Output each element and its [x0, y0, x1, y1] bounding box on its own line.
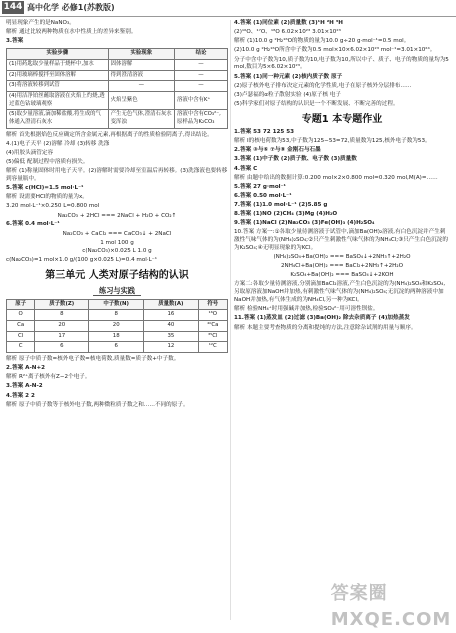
hw-line: 解析 检验NH₄⁺时用强碱并加热,检验SO₄²⁻用可溶性钡盐。 [234, 306, 379, 313]
table-cell: O [7, 310, 35, 321]
table-row [7, 310, 228, 321]
hw-line: 4.答案 C [234, 165, 258, 172]
table-cell: 20 [35, 321, 89, 332]
table-header-cell: 符号 [198, 299, 227, 310]
table-cell: 溶液中含有K⁺ [174, 91, 227, 109]
table-cell: — [174, 81, 227, 92]
table-cell: (4)用洁净铂丝蘸取溶液在火焰上灼烧,透过蓝色钴玻璃观察 [7, 91, 109, 109]
hw-line: 解析 I的核电荷数为53,中子数为125−53=72,质量数为125,核外电子数为53。 [234, 138, 431, 145]
r-q4-line: 4.答案 (1)同位素 (2)质量数 (3)¹H ²H ³H [234, 20, 343, 26]
hw-line: 10.答案 方案一:①各取少量待测溶液于试管中,滴加Ba(OH)₂溶液,有白色沉淀并产生刺激性气味气体的为(NH₄)₂SO₄;②只产生刺激性气味气体的为NH₄Cl;③只产生白色沉淀的为K₂SO₄;④无明显现象的为KCl。 [234, 229, 448, 252]
table-cell: 8 [89, 310, 144, 321]
table-row [7, 70, 228, 81]
practice-title-text: 练习与实践 [93, 286, 141, 296]
r-q4-line: 分子中含中子数为10,质子数为10,电子数为10,所以中子、质子、电子的物质的量均为5 mol,数目为5×6.02×10²³。 [234, 56, 449, 71]
q5-line: 5.答案 c(HCl)=1.5 mol·L⁻¹ [6, 185, 84, 192]
table-cell: 得到澄清溶液 [108, 70, 174, 81]
table-cell: (5)取少量溶液,滴加稀盐酸,将生成的气体通入澄清石灰水 [7, 110, 109, 128]
left-column [6, 20, 228, 411]
table-cell: (2)用玻璃棒搅拌至固体溶解 [7, 70, 109, 81]
table-cell: ¹⁶O [198, 310, 227, 321]
hw-line: 解析 本题主要考查物质的分离和提纯的方法,注意除杂试剂的用量与顺序。 [234, 324, 417, 331]
experiment-table [6, 48, 228, 128]
q4-line: 4.答案 2 2 [6, 392, 35, 399]
table-cell: (3)将溶液转移到试管 [7, 81, 109, 92]
table-cell: 17 [35, 331, 89, 342]
q4-line: 4.(1)电子天平 (2)溶解 冷却 (3)转移 洗涤 [6, 140, 110, 147]
table-cell: — [108, 81, 174, 92]
q6-equation: Na₂CO₃ + CaCl₂ === CaCO₃↓ + 2NaCl [62, 230, 172, 237]
table-cell: 18 [89, 331, 144, 342]
table-cell: C [7, 342, 35, 353]
table-header-cell: 原子 [7, 299, 35, 310]
hw-line: 5.答案 27 g·mol⁻¹ [234, 183, 287, 190]
page-number: 144 [3, 2, 23, 12]
book-title: 高中化学 必修1(苏教版) [27, 3, 115, 12]
q3-line: 3.答案 A-N-2 [6, 383, 43, 390]
table-cell: — [174, 70, 227, 81]
table-cell: 8 [35, 310, 89, 321]
table-row [7, 110, 228, 128]
table-cell: 产生无色气体,澄清石灰水变浑浊 [108, 110, 174, 128]
hw-line: 方案二:各取少量待测溶液,分别滴加BaCl₂溶液,产生白色沉淀的为(NH₄)₂SO₄和K₂SO₄,另取原溶液加NaOH并加热,有刺激性气味气体的为(NH₄)₂SO₄;无沉淀的两种溶液中加NaOH并加热,有气体生成的为NH₄Cl,另一种为KCl。 [234, 281, 446, 304]
table-cell: ⁴⁰Ca [198, 321, 227, 332]
r-q5-line: (2)原子核外电子排布决定元素的化学性质,电子在原子核外分层排布…… [234, 82, 412, 89]
practice-title [6, 286, 228, 296]
intro-line-2: 解析 通过比较两种物质在水中性质上的差异来鉴别。 [6, 29, 137, 36]
q4-line: (5)偏低 配制过程中溶质有损失。 [6, 158, 89, 165]
table-row [7, 81, 228, 92]
r-q4-line: (2)¹⁶O、¹⁷O、¹⁸O 6.02×10²³ 3.01×10²³ [234, 29, 341, 36]
hw-line: 8.答案 (1)NO (2)CH₄ (3)Mg (4)H₂O [234, 211, 338, 218]
table-header-cell: 实验步骤 [7, 49, 109, 60]
table-cell: 固体溶解 [108, 59, 174, 70]
table-cell: 12 [144, 342, 198, 353]
q6-line: 6.答案 0.4 mol·L⁻¹ [6, 221, 60, 228]
table-cell: — [174, 59, 227, 70]
q5-line: 解析 设需要HCl的物质的量为x。 [6, 194, 88, 201]
table-cell: (1)用药匙取少量样品于烧杯中,加水 [7, 59, 109, 70]
table-cell: ³⁵Cl [198, 331, 227, 342]
hw-line: 2.答案 ③与⑥ ⑦与⑧ 金刚石与石墨 [234, 147, 321, 154]
q4-explanation: 解析 原子中质子数等于核外电子数,两种微粒质子数之和……不同的原子。 [6, 401, 189, 408]
q2-line: 2.答案 A-N+2 [6, 365, 46, 372]
hw-line: 解析 由题中给出的数据计算:0.200 mol×2×0.800 mol=0.320 mol,M(A)=…… [234, 174, 438, 181]
table-row [7, 91, 228, 109]
q2-line: 解析 R²⁺离子核外有Z−2个电子。 [6, 374, 91, 381]
r-q5-line: (3)卢瑟福的α粒子散射实验 (4)原子核 电子 [234, 91, 341, 98]
table-header-cell: 质量数(A) [144, 299, 198, 310]
table-header-row [7, 49, 228, 60]
table-header-cell: 中子数(N) [89, 299, 144, 310]
hw-line: 7.答案 (1)1.0 mol·L⁻¹ (2)5.85 g [234, 202, 328, 209]
table-cell: 16 [144, 310, 198, 321]
hw-equation: 2NH₄Cl+Ba(OH)₂ === BaCl₂+2NH₃↑+2H₂O [280, 263, 404, 270]
table-row [7, 342, 228, 353]
table-cell: 40 [144, 321, 198, 332]
table-header-cell: 质子数(Z) [35, 299, 89, 310]
table-cell: 6 [89, 342, 144, 353]
hw-line: 11.答案 (1)蒸发皿 (2)过滤 (3)Ba(OH)₂ 除去杂质离子 (4)加热蒸发 [234, 315, 410, 322]
r-q5-line: 5.答案 (1)同一种元素 (2)核内质子数 原子 [234, 73, 343, 80]
q6-line: c(Na₂CO₃)=1 mol×1.0 g/(100 g×0.025 L)=0.4 mol·L⁻¹ [6, 257, 157, 264]
r-q4-line: (2)10.0 g ²H₂¹⁶O所含中子数为0.5 mol×10×6.02×10²³ mol⁻¹=3.01×10²⁴。 [234, 47, 436, 54]
table-cell: 火焰呈紫色 [108, 91, 174, 109]
column-divider [230, 20, 231, 620]
table-header-cell: 实验现象 [108, 49, 174, 60]
q4-line: (4)用胶头滴管定容 [6, 149, 54, 156]
q5-line: 3.20 mol·L⁻¹×0.250 L=0.800 mol [6, 203, 100, 210]
page-header [0, 0, 456, 17]
table-cell: 35 [144, 331, 198, 342]
q4-line: 解析 (1)称量固体时用电子天平。(2)溶解时需要冷却至室温后再转移。(3)洗涤液也要转移到容量瓶中。 [6, 168, 228, 182]
table-cell: 溶液中含有CO₃²⁻,原样品为K₂CO₃ [174, 110, 227, 128]
hw-line: 3.答案 (1)中子数 (2)质子数、电子数 (3)质量数 [234, 156, 357, 163]
q6-line: c(Na₂CO₃)×0.025 L 1.0 g [82, 248, 152, 255]
q1-explanation: 解析 原子中质子数=核外电子数=核电荷数,质量数=质子数+中子数。 [6, 356, 180, 363]
table-row [7, 331, 228, 342]
table-cell: Ca [7, 321, 35, 332]
q3-label: 3.答案 [6, 38, 24, 45]
table-header-row [7, 299, 228, 310]
table-row [7, 59, 228, 70]
intro-line-1: 明显现象产生的是NaNO₃。 [6, 20, 75, 26]
table-cell: ¹²C [198, 342, 227, 353]
chapter-homework-title: 专题1 本专题作业 [301, 113, 383, 125]
right-column [234, 20, 450, 334]
table-cell: Cl [7, 331, 35, 342]
q5-equation: Na₂CO₃ + 2HCl === 2NaCl + H₂O + CO₂↑ [57, 212, 177, 219]
hw-equation: (NH₄)₂SO₄+Ba(OH)₂ === BaSO₄↓+2NH₃↑+2H₂O [273, 254, 411, 261]
watermark-logo: 答案圈 MXQE.COM [330, 583, 452, 630]
q6-line: 1 mol 100 g [100, 239, 134, 246]
table-header-cell: 结论 [174, 49, 227, 60]
hw-line: 1.答案 53 72 125 53 [234, 129, 295, 136]
atom-table [6, 299, 228, 353]
hw-line: 9.答案 (1)NaCl (2)Na₂CO₃ (3)Fe(OH)₃ (4)H₂SO₄ [234, 220, 375, 227]
r-q5-line: (5)科学家们对原子结构的认识是一个不断发展、不断完善的过程。 [234, 100, 399, 107]
table-cell: 20 [89, 321, 144, 332]
q3-explanation: 解析 首先根据焰色反应确定所含金属元素,再根据离子的性质检验阴离子,得出结论。 [6, 131, 213, 138]
table-cell: 6 [35, 342, 89, 353]
table-row [7, 321, 228, 332]
hw-equation: K₂SO₄+Ba(OH)₂ === BaSO₄↓+2KOH [290, 272, 394, 279]
r-q4-line: 解析 (1)10.0 g ²H₂¹⁶O的物质的量为10.0 g÷20 g·mol⁻¹=0.5 mol。 [234, 38, 410, 45]
hw-line: 6.答案 0.50 mol·L⁻¹ [234, 192, 292, 199]
unit-title: 第三单元 人类对原子结构的认识 [45, 270, 189, 282]
